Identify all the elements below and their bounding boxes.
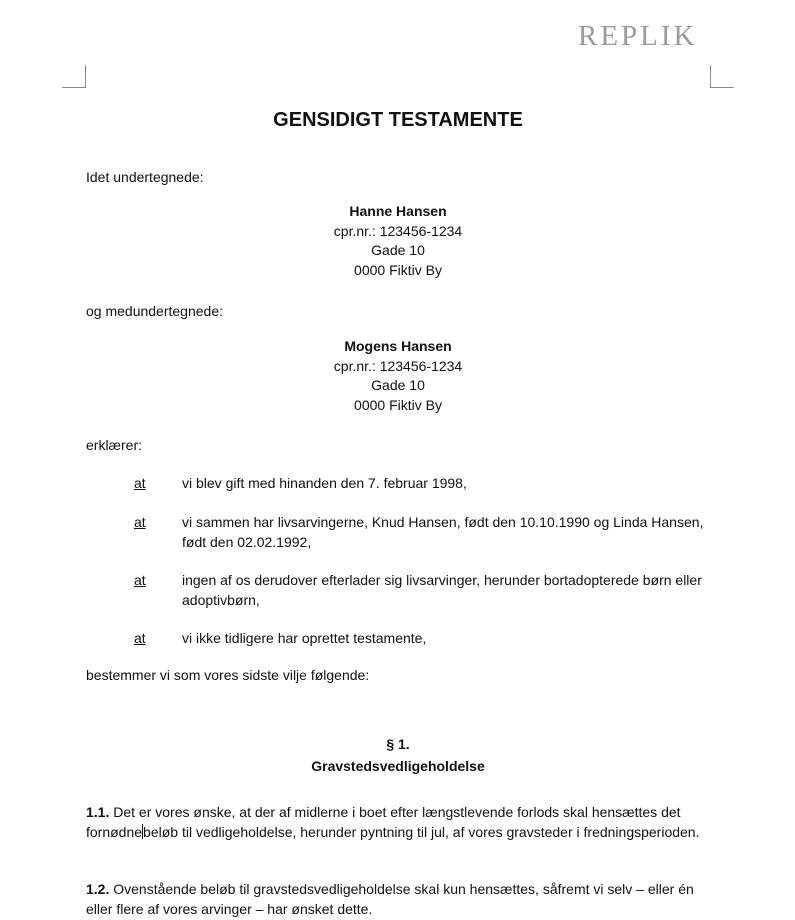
clause-item	[134, 513, 710, 552]
party-1-city: 0000 Fiktiv By	[354, 262, 442, 279]
determines-text: bestemmer vi som vores sidste vilje følgende:	[86, 667, 370, 683]
clause-item	[134, 571, 710, 610]
clause-text: vi ikke tidligere har oprettet testamente,	[182, 630, 427, 646]
party-1-street: Gade 10	[371, 242, 425, 259]
paragraph-number: 1.2.	[86, 881, 110, 897]
paragraph-number: 1.1.	[86, 804, 110, 820]
clause-item	[134, 474, 710, 494]
party-1-name: Hanne Hansen	[349, 203, 447, 219]
document-title: GENSIDIGT TESTAMENTE	[273, 109, 523, 131]
declares-text: erklærer:	[86, 437, 143, 453]
clause-marker: at	[134, 572, 146, 588]
clause-marker: at	[134, 514, 146, 530]
party-1-block	[86, 202, 710, 281]
clause-text: vi blev gift med hinanden den 7. februar 1998,	[182, 475, 467, 491]
paragraph-text: Det er vores ønske, at der af midlerne i boet efter længstlevende forlods skal hensættes det fornødne	[86, 804, 681, 840]
clause-item	[134, 629, 710, 649]
clause-text: ingen af os derudover efterlader sig livsarvinger, herunder bortadopterede børn eller adoptivbørn,	[182, 572, 702, 608]
paragraph-1-2[interactable]	[86, 880, 710, 919]
party-2-name: Mogens Hansen	[344, 338, 452, 354]
paragraph-1-1[interactable]	[86, 803, 710, 842]
paragraph-text: Ovenstående beløb til gravstedsvedligeholdelse skal kun hensættes, såfremt vi selv – eller én eller flere af vores arvinger – har ønsket dette.	[86, 881, 694, 917]
section-1-heading	[86, 735, 710, 779]
clause-text: vi sammen har livsarvingerne, Knud Hansen, født den 10.10.1990 og Linda Hansen, født den 02.02.1992,	[182, 514, 704, 550]
section-title: Gravstedsvedligeholdelse	[311, 758, 485, 774]
party-2-city: 0000 Fiktiv By	[354, 397, 442, 414]
party-2-block	[86, 337, 710, 416]
section-number: § 1.	[386, 736, 410, 752]
party-2-street: Gade 10	[371, 377, 425, 394]
replik-logo: REPLIK	[578, 20, 698, 52]
clause-marker: at	[134, 475, 146, 491]
crop-mark-left	[62, 65, 86, 88]
intro-text: Idet undertegnede:	[86, 169, 204, 185]
paragraph-text-continued: beløb til vedligeholdelse, herunder pyntning til jul, af vores gravsteder i fredningsperioden.	[143, 823, 700, 840]
party-1-cpr: cpr.nr.: 123456-1234	[333, 222, 463, 239]
party-2-cpr: cpr.nr.: 123456-1234	[333, 357, 463, 374]
crop-mark-right	[710, 65, 734, 88]
intro2-text: og medundertegnede:	[86, 303, 223, 319]
clause-marker: at	[134, 630, 146, 646]
